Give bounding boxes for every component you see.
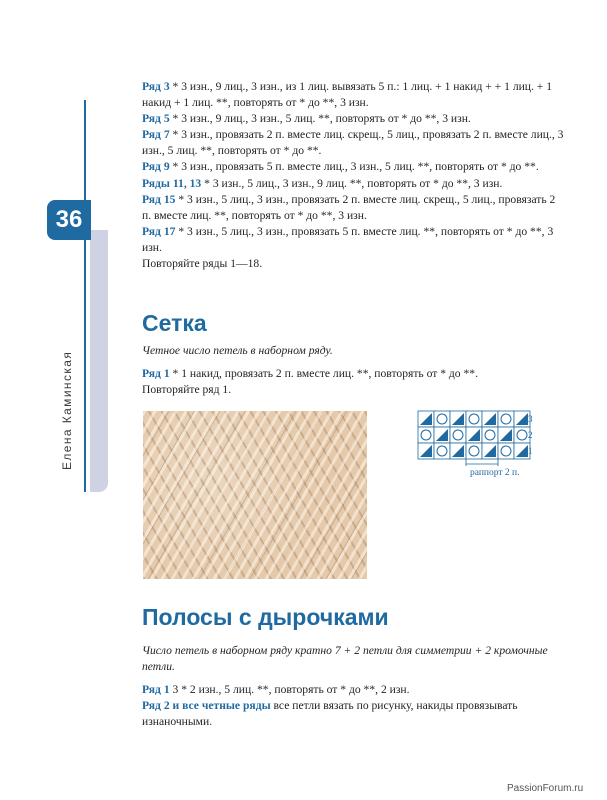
row-15: Ряд 15 * 3 изн., 5 лиц., 3 изн., провязать 2 п. вместе лиц. скрещ., 5 лиц., провязать 2 п. вместе лиц. **, повторять от * до **, 3 изн. bbox=[142, 192, 556, 222]
chart-cell bbox=[434, 443, 450, 459]
setka-intro: Четное число петель в наборном ряду. bbox=[142, 344, 333, 357]
repeat-note: Повторяйте ряды 1—18. bbox=[142, 257, 263, 271]
page-number: 36 bbox=[47, 200, 91, 240]
setka-instructions bbox=[142, 343, 564, 398]
chart-cell bbox=[434, 411, 450, 427]
chart-cell bbox=[450, 427, 466, 443]
chart-row-label: 1 bbox=[528, 446, 533, 456]
stripes-instructions bbox=[142, 643, 564, 730]
row-17: Ряд 17 * 3 изн., 5 лиц., 3 изн., провязать 5 п. вместе лиц. **, повторять от * до **, 3 изн. bbox=[142, 224, 554, 254]
chart-cell bbox=[482, 427, 498, 443]
knit-sample-photo bbox=[143, 411, 367, 579]
author-name: Елена Каминская bbox=[60, 350, 74, 470]
chart-row-label: 3 bbox=[528, 414, 533, 424]
setka-repeat: Повторяйте ряд 1. bbox=[142, 383, 232, 397]
stripes-row-2: Ряд 2 и все четные ряды все петли вязать по рисунку, накиды провязывать изнаночными. bbox=[142, 699, 518, 729]
side-rule bbox=[84, 100, 86, 492]
rows-11-13: Ряды 11, 13 * 3 изн., 5 лиц., 3 изн., 9 лиц. **, повторять от * до **, 3 изн. bbox=[142, 176, 503, 190]
setka-row-1: Ряд 1 * 1 накид, провязать 2 п. вместе лиц. **, повторять от * до **. bbox=[142, 367, 478, 381]
section-title-setka: Сетка bbox=[142, 310, 207, 336]
side-tab bbox=[90, 230, 108, 492]
row-9: Ряд 9 * 3 изн., провязать 5 п. вместе лиц., 3 изн., 5 лиц. **, повторять от * до **. bbox=[142, 160, 539, 174]
watermark: PassionForum.ru bbox=[507, 783, 584, 794]
chart-row-label: 2 bbox=[528, 430, 533, 440]
row-7: Ряд 7 * 3 изн., провязать 2 п. вместе лиц. скрещ., 5 лиц., провязать 2 п. вместе лиц., 3 изн., 5 лиц. **, повторять от * до **. bbox=[142, 128, 564, 158]
row-5: Ряд 5 * 3 изн., 9 лиц., 3 изн., 5 лиц. **, повторять от * до **, 3 изн. bbox=[142, 112, 471, 126]
chart-cell bbox=[466, 443, 482, 459]
stripes-row-1: Ряд 1 3 * 2 изн., 5 лиц. **, повторять от * до **, 2 изн. bbox=[142, 683, 410, 697]
section-title-stripes: Полосы с дырочками bbox=[142, 604, 389, 630]
chart-cell bbox=[498, 411, 514, 427]
row-3: Ряд 3 * 3 изн., 9 лиц., 3 изн., из 1 лиц. вывязать 5 п.: 1 лиц. + 1 накид + + 1 лиц. + 1 накид + 1 лиц. **, повторять от * до **, 3 изн. bbox=[142, 80, 553, 110]
stripes-intro: Число петель в наборном ряду кратно 7 + 2 петли для симметрии + 2 кромочные петли. bbox=[142, 644, 548, 674]
rapport-label: раппорт 2 п. bbox=[470, 468, 520, 478]
chart-cell bbox=[498, 443, 514, 459]
chart-cell bbox=[466, 411, 482, 427]
top-instructions bbox=[142, 79, 564, 272]
chart-cell bbox=[418, 427, 434, 443]
chart-cells bbox=[418, 411, 530, 459]
knitting-chart bbox=[414, 409, 544, 469]
